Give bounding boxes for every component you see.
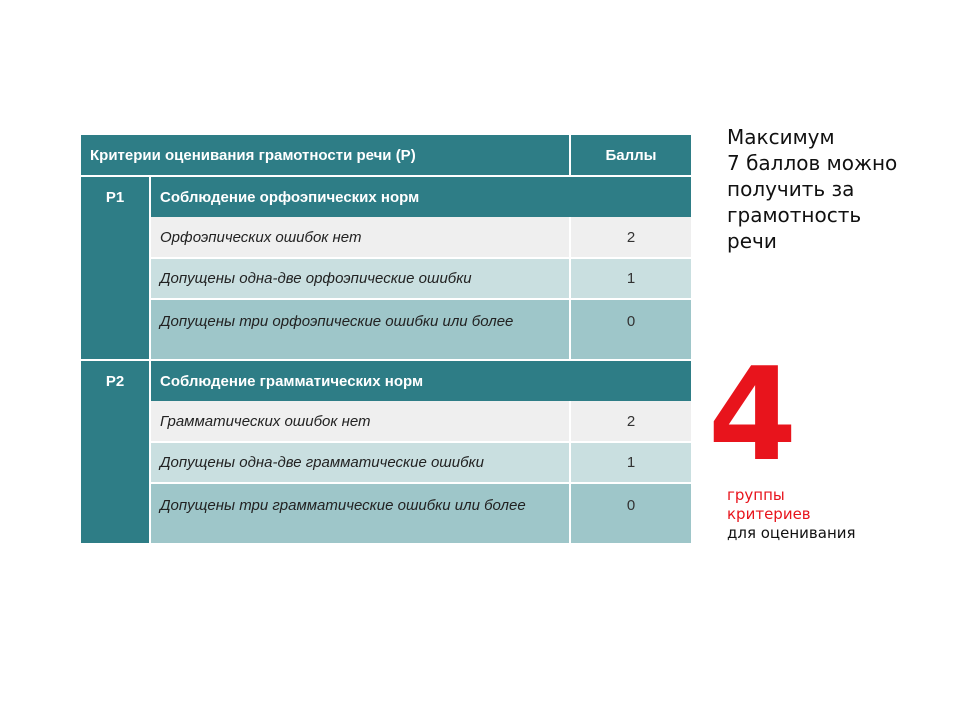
group-code: Р2 [81, 360, 150, 544]
criterion-points: 0 [570, 483, 691, 544]
criterion-text: Допущены одна-две орфоэпические ошибки [150, 258, 570, 299]
criterion-points: 2 [570, 217, 691, 258]
groups-caption [727, 486, 856, 543]
group-code: Р1 [81, 176, 150, 360]
table-row [81, 217, 691, 258]
groups-count: 4 [708, 341, 798, 490]
table-header-row [81, 135, 691, 176]
table-row [81, 299, 691, 360]
criterion-text: Грамматических ошибок нет [150, 401, 570, 442]
criterion-text: Допущены три грамматические ошибки или более [150, 483, 570, 544]
criterion-points: 0 [570, 299, 691, 360]
criterion-text: Орфоэпических ошибок нет [150, 217, 570, 258]
table-row [81, 258, 691, 299]
note-line: 7 баллов можно [727, 151, 898, 175]
criteria-header: Критерии оценивания грамотности речи (Р) [81, 135, 570, 176]
criterion-text: Допущены одна-две грамматические ошибки [150, 442, 570, 483]
points-header: Баллы [570, 135, 691, 176]
note-line: получить за [727, 177, 855, 201]
criteria-table [81, 135, 691, 545]
group-title: Соблюдение орфоэпических норм [150, 176, 691, 217]
caption-line-2: критериев [727, 505, 811, 523]
group-title: Соблюдение грамматических норм [150, 360, 691, 401]
caption-line-1: группы [727, 486, 785, 504]
note-line: Максимум [727, 125, 835, 149]
note-line: грамотность [727, 203, 862, 227]
criterion-text: Допущены три орфоэпические ошибки или более [150, 299, 570, 360]
table-row [81, 401, 691, 442]
table-row [81, 442, 691, 483]
criterion-points: 2 [570, 401, 691, 442]
group-title-row [81, 176, 691, 217]
table-row [81, 483, 691, 544]
criterion-points: 1 [570, 442, 691, 483]
criterion-points: 1 [570, 258, 691, 299]
group-title-row [81, 360, 691, 401]
max-points-note [727, 124, 952, 254]
caption-line-3: для оценивания [727, 524, 856, 542]
note-line: речи [727, 229, 777, 253]
